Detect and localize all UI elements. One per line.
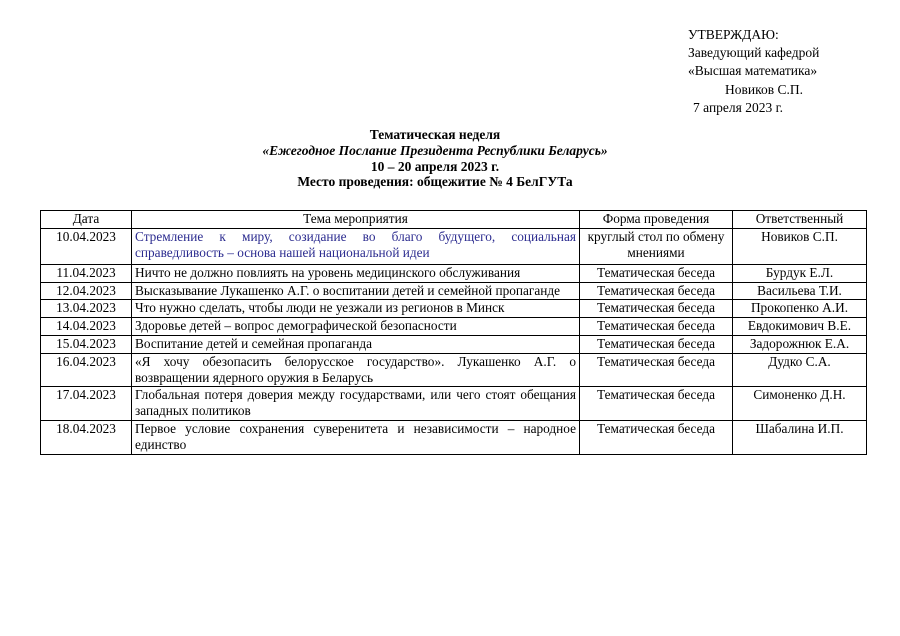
table-row <box>41 420 867 454</box>
cell-topic: Что нужно сделать, чтобы люди не уезжали из регионов в Минск <box>132 300 580 318</box>
cell-responsible: Задорожнюк Е.А. <box>733 335 867 353</box>
cell-topic: Стремление к миру, созидание во благо будущего, социальная справедливость – основа нашей национальной идеи <box>132 228 580 264</box>
cell-form: Тематическая беседа <box>580 300 733 318</box>
table-row <box>41 335 867 353</box>
cell-form: Тематическая беседа <box>580 353 733 387</box>
cell-topic: Здоровье детей – вопрос демографической безопасности <box>132 318 580 336</box>
cell-date: 13.04.2023 <box>41 300 132 318</box>
header-date: Дата <box>41 211 132 229</box>
cell-form: Тематическая беседа <box>580 387 733 421</box>
document-title <box>38 127 832 190</box>
cell-form: круглый стол по обмену мнениями <box>580 228 733 264</box>
cell-responsible: Васильева Т.И. <box>733 282 867 300</box>
approval-department: «Высшая математика» <box>688 63 818 79</box>
approval-date: 7 апреля 2023 г. <box>693 99 783 115</box>
table-row <box>41 264 867 282</box>
approval-block <box>688 26 819 117</box>
cell-date: 14.04.2023 <box>41 318 132 336</box>
table-row <box>41 318 867 336</box>
cell-form: Тематическая беседа <box>580 318 733 336</box>
title-line-4: Место проведения: общежитие № 4 БелГУТа <box>297 174 573 190</box>
table-row <box>41 282 867 300</box>
cell-topic: Глобальная потеря доверия между государствами, или чего стоят обещания западных политиков <box>132 387 580 421</box>
cell-form: Тематическая беседа <box>580 282 733 300</box>
header-responsible: Ответственный <box>733 211 867 229</box>
table-row <box>41 353 867 387</box>
approval-position: Заведующий кафедрой <box>688 45 820 61</box>
cell-date: 17.04.2023 <box>41 387 132 421</box>
cell-date: 10.04.2023 <box>41 228 132 264</box>
header-form: Форма проведения <box>580 211 733 229</box>
cell-responsible: Прокопенко А.И. <box>733 300 867 318</box>
cell-form: Тематическая беседа <box>580 420 733 454</box>
title-line-2: «Ежегодное Послание Президента Республики Беларусь» <box>262 142 608 158</box>
cell-date: 15.04.2023 <box>41 335 132 353</box>
header-topic: Тема мероприятия <box>132 211 580 229</box>
cell-responsible: Дудко С.А. <box>733 353 867 387</box>
cell-form: Тематическая беседа <box>580 335 733 353</box>
table-row <box>41 228 867 264</box>
cell-responsible: Бурдук Е.Л. <box>733 264 867 282</box>
cell-responsible: Новиков С.П. <box>733 228 867 264</box>
cell-topic: «Я хочу обезопасить белорусское государство». Лукашенко А.Г. о возвращении ядерного оружия в Беларусь <box>132 353 580 387</box>
cell-date: 11.04.2023 <box>41 264 132 282</box>
cell-form: Тематическая беседа <box>580 264 733 282</box>
title-line-3: 10 – 20 апреля 2023 г. <box>370 158 500 174</box>
cell-date: 18.04.2023 <box>41 420 132 454</box>
approval-name: Новиков С.П. <box>725 81 803 97</box>
cell-date: 12.04.2023 <box>41 282 132 300</box>
cell-responsible: Шабалина И.П. <box>733 420 867 454</box>
table-header-row <box>41 211 867 229</box>
cell-responsible: Симоненко Д.Н. <box>733 387 867 421</box>
schedule-table <box>40 210 867 455</box>
cell-topic: Ничто не должно повлиять на уровень медицинского обслуживания <box>132 264 580 282</box>
table-row <box>41 300 867 318</box>
title-line-1: Тематическая неделя <box>369 127 501 142</box>
cell-responsible: Евдокимович В.Е. <box>733 318 867 336</box>
cell-topic: Первое условие сохранения суверенитета и независимости – народное единство <box>132 420 580 454</box>
approval-heading: УТВЕРЖДАЮ: <box>688 27 779 42</box>
cell-topic: Высказывание Лукашенко А.Г. о воспитании детей и семейной пропаганде <box>132 282 580 300</box>
table-row <box>41 387 867 421</box>
cell-topic: Воспитание детей и семейная пропаганда <box>132 335 580 353</box>
cell-date: 16.04.2023 <box>41 353 132 387</box>
